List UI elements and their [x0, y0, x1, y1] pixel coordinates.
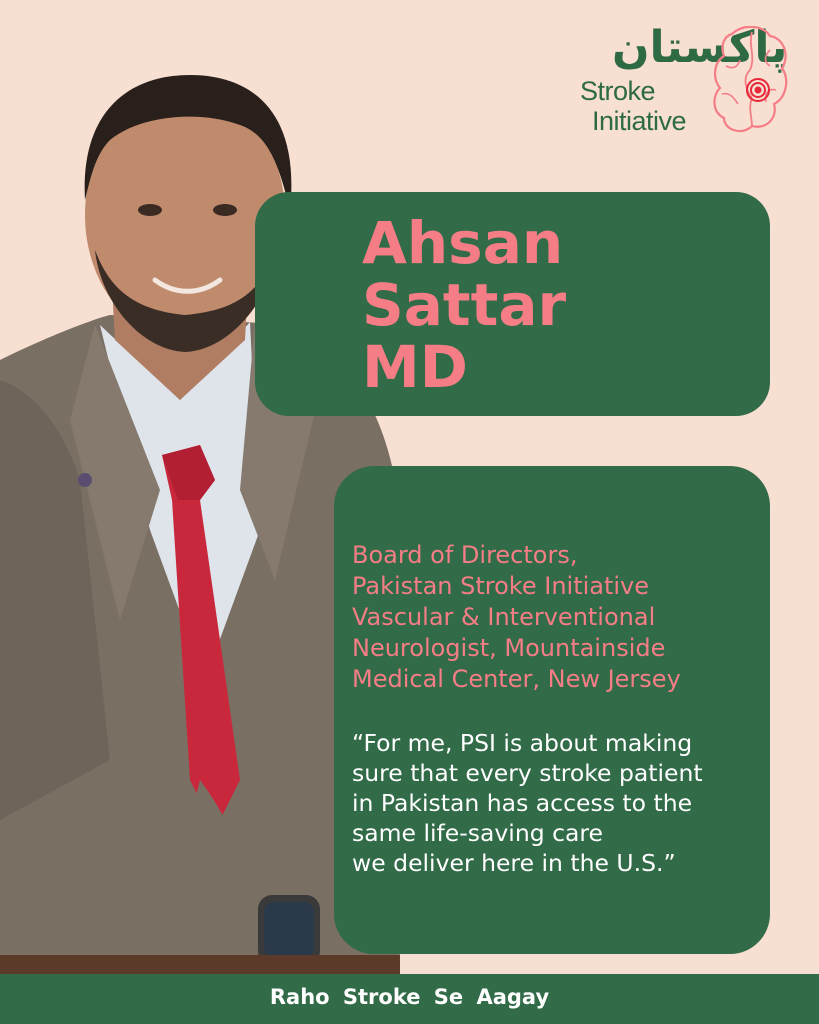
quote-line: same life-saving care [352, 819, 604, 847]
quote-text [352, 728, 703, 878]
logo-initiative-text: Initiative [592, 106, 687, 136]
role-line: Pakistan Stroke Initiative [352, 572, 650, 600]
logo-stroke-text: Stroke [580, 76, 656, 106]
quote-line: “For me, PSI is about making [352, 729, 693, 757]
role-line: Medical Center, New Jersey [352, 665, 681, 693]
role-line: Vascular & Interventional [352, 603, 656, 631]
name-line-last: Sattar [362, 271, 567, 339]
logo [572, 22, 788, 141]
quote-line: in Pakistan has access to the [352, 789, 693, 817]
name-card [255, 192, 770, 416]
name-line-title: MD [362, 333, 468, 401]
doctor-name [362, 209, 567, 401]
logo-urdu-text: پاکستان [612, 22, 788, 73]
role-line: Board of Directors, [352, 541, 578, 569]
name-line-first: Ahsan [362, 209, 564, 277]
quote-line: sure that every stroke patient [352, 759, 703, 787]
brain-icon [712, 26, 788, 138]
info-card [334, 466, 770, 954]
roles-text [352, 540, 681, 695]
footer-tagline: Raho Stroke Se Aagay [269, 985, 550, 1009]
role-line: Neurologist, Mountainside [352, 634, 666, 662]
quote-line: we deliver here in the U.S.” [352, 849, 676, 877]
footer-bar [0, 974, 819, 1024]
